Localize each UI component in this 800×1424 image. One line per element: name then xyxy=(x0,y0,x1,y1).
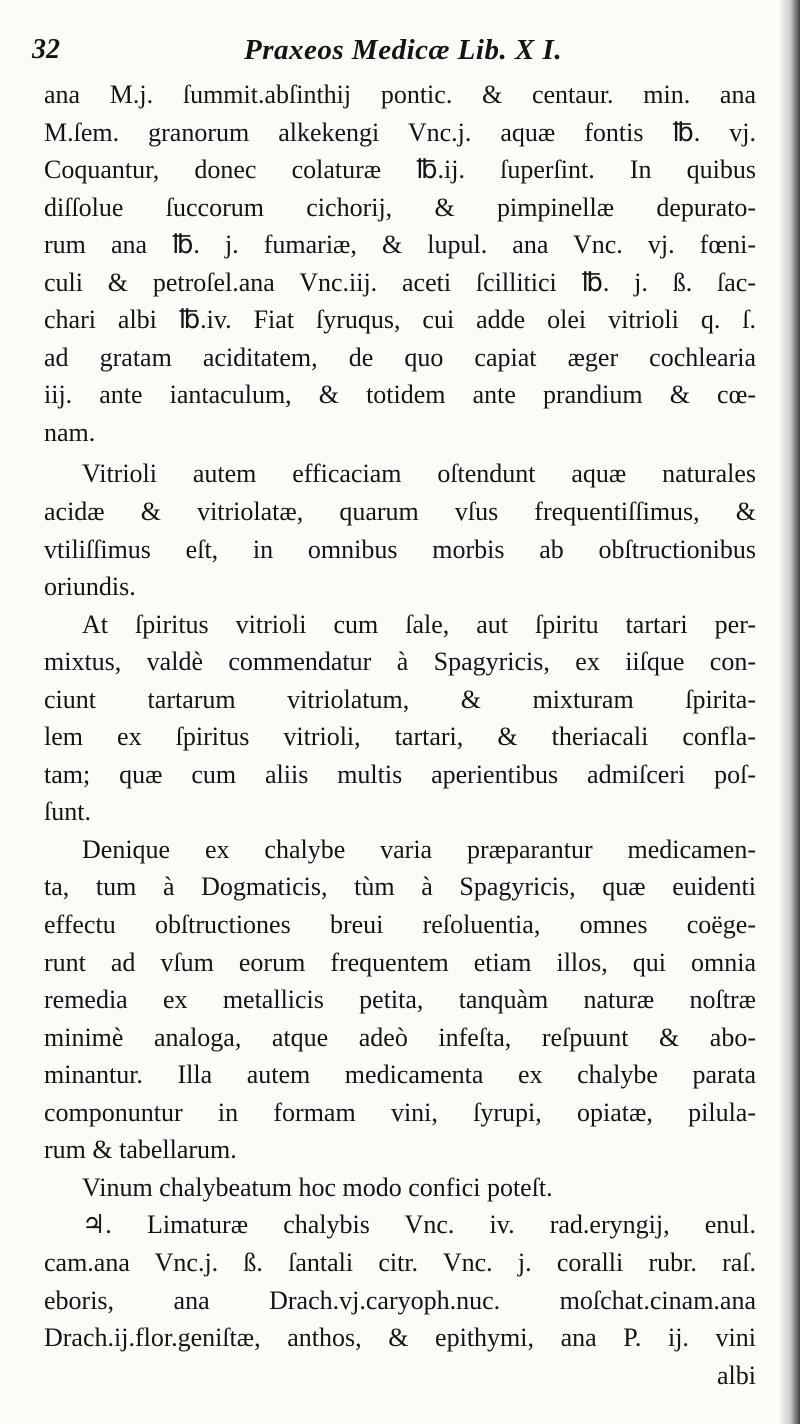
text-line: minantur. Illa autem medicamenta ex chalybe parata xyxy=(44,1060,756,1090)
catchword: albi xyxy=(717,1360,756,1390)
body-text xyxy=(44,76,756,1394)
text-line: Drach.ij.flor.geniſtæ, anthos, & epithymi, ana P. ij. vini xyxy=(44,1323,756,1353)
paragraph-start-line: Vinum chalybeatum hoc modo confici poteſt. xyxy=(82,1172,553,1202)
text-line: remedia ex metallicis petita, tanquàm naturæ noſtræ xyxy=(44,985,756,1015)
text-line: runt ad vſum eorum frequentem etiam illos, qui omnia xyxy=(44,947,756,977)
paragraph-start-line: Denique ex chalybe varia præparantur medicamen- xyxy=(82,834,756,864)
text-line: culi & petroſel.ana Vnc.iij. aceti ſcillitici ℔. j. ß. ſac- xyxy=(44,267,756,297)
text-line: cam.ana Vnc.j. ß. ſantali citr. Vnc. j. coralli rubr. raſ. xyxy=(44,1247,756,1277)
text-line: tam; quæ cum aliis multis aperientibus admiſceri poſ- xyxy=(44,759,756,789)
text-line: M.ſem. granorum alkekengi Vnc.j. aquæ fontis ℔. vj. xyxy=(44,117,756,147)
page-header xyxy=(32,34,762,74)
text-line: componuntur in formam vini, ſyrupi, opiatæ, pilula- xyxy=(44,1097,756,1127)
text-line: eboris, ana Drach.vj.caryoph.nuc. moſchat.cinam.ana xyxy=(44,1285,756,1315)
text-line: mixtus, valdè commendatur à Spagyricis, ex iiſque con- xyxy=(44,647,756,677)
running-head: Praxeos Medicæ Lib. X I. xyxy=(244,34,563,66)
text-line: effectu obſtructiones breui reſoluentia, omnes coëge- xyxy=(44,910,756,940)
text-line: ana M.j. ſummit.abſinthij pontic. & centaur. min. ana xyxy=(44,80,756,109)
text-line: diſſolue ſuccorum cichorij, & pimpinellæ depurato- xyxy=(44,192,756,222)
text-line: ciunt tartarum vitriolatum, & mixturam ſpirita- xyxy=(44,684,756,714)
text-line: ad gratam aciditatem, de quo capiat æger cochlearia xyxy=(44,342,756,372)
text-line: acidæ & vitriolatæ, quarum vſus frequentiſſimus, & xyxy=(44,497,756,527)
text-line: rum ana ℔. j. fumariæ, & lupul. ana Vnc. vj. fœni- xyxy=(44,230,756,260)
text-line: minimè analoga, atque adeò infeſta, reſpuunt & abo- xyxy=(44,1022,756,1052)
text-line: ta, tum à Dogmaticis, tùm à Spagyricis, quæ euidenti xyxy=(44,872,756,902)
recipe-start-line: ♃. Limaturæ chalybis Vnc. iv. rad.eryngij, enul. xyxy=(82,1210,756,1240)
text-line: oriundis. xyxy=(44,572,136,602)
text-line: chari albi ℔.iv. Fiat ſyruqus, cui adde olei vitrioli q. ſ. xyxy=(44,305,756,335)
text-line: vtiliſſimus eſt, in omnibus morbis ab obſtructionibus xyxy=(44,534,756,564)
text-line: ſunt. xyxy=(44,797,91,827)
text-line: iij. ante iantaculum, & totidem ante prandium & cœ- xyxy=(44,380,756,410)
text-line: Coquantur, donec colaturæ ℔.ij. ſuperſint. In quibus xyxy=(44,155,756,185)
paragraph-start-line: At ſpiritus vitrioli cum ſale, aut ſpiritu tartari per- xyxy=(82,609,756,639)
page-number: 32 xyxy=(32,34,60,65)
text-line: lem ex ſpiritus vitrioli, tartari, & theriacali confla- xyxy=(44,722,756,752)
text-line: nam. xyxy=(44,417,96,447)
page-edge-shadow xyxy=(778,0,800,1424)
text-line: rum & tabellarum. xyxy=(44,1135,237,1165)
paragraph-start-line: Vitrioli autem efficaciam oſtendunt aquæ naturales xyxy=(82,459,756,489)
